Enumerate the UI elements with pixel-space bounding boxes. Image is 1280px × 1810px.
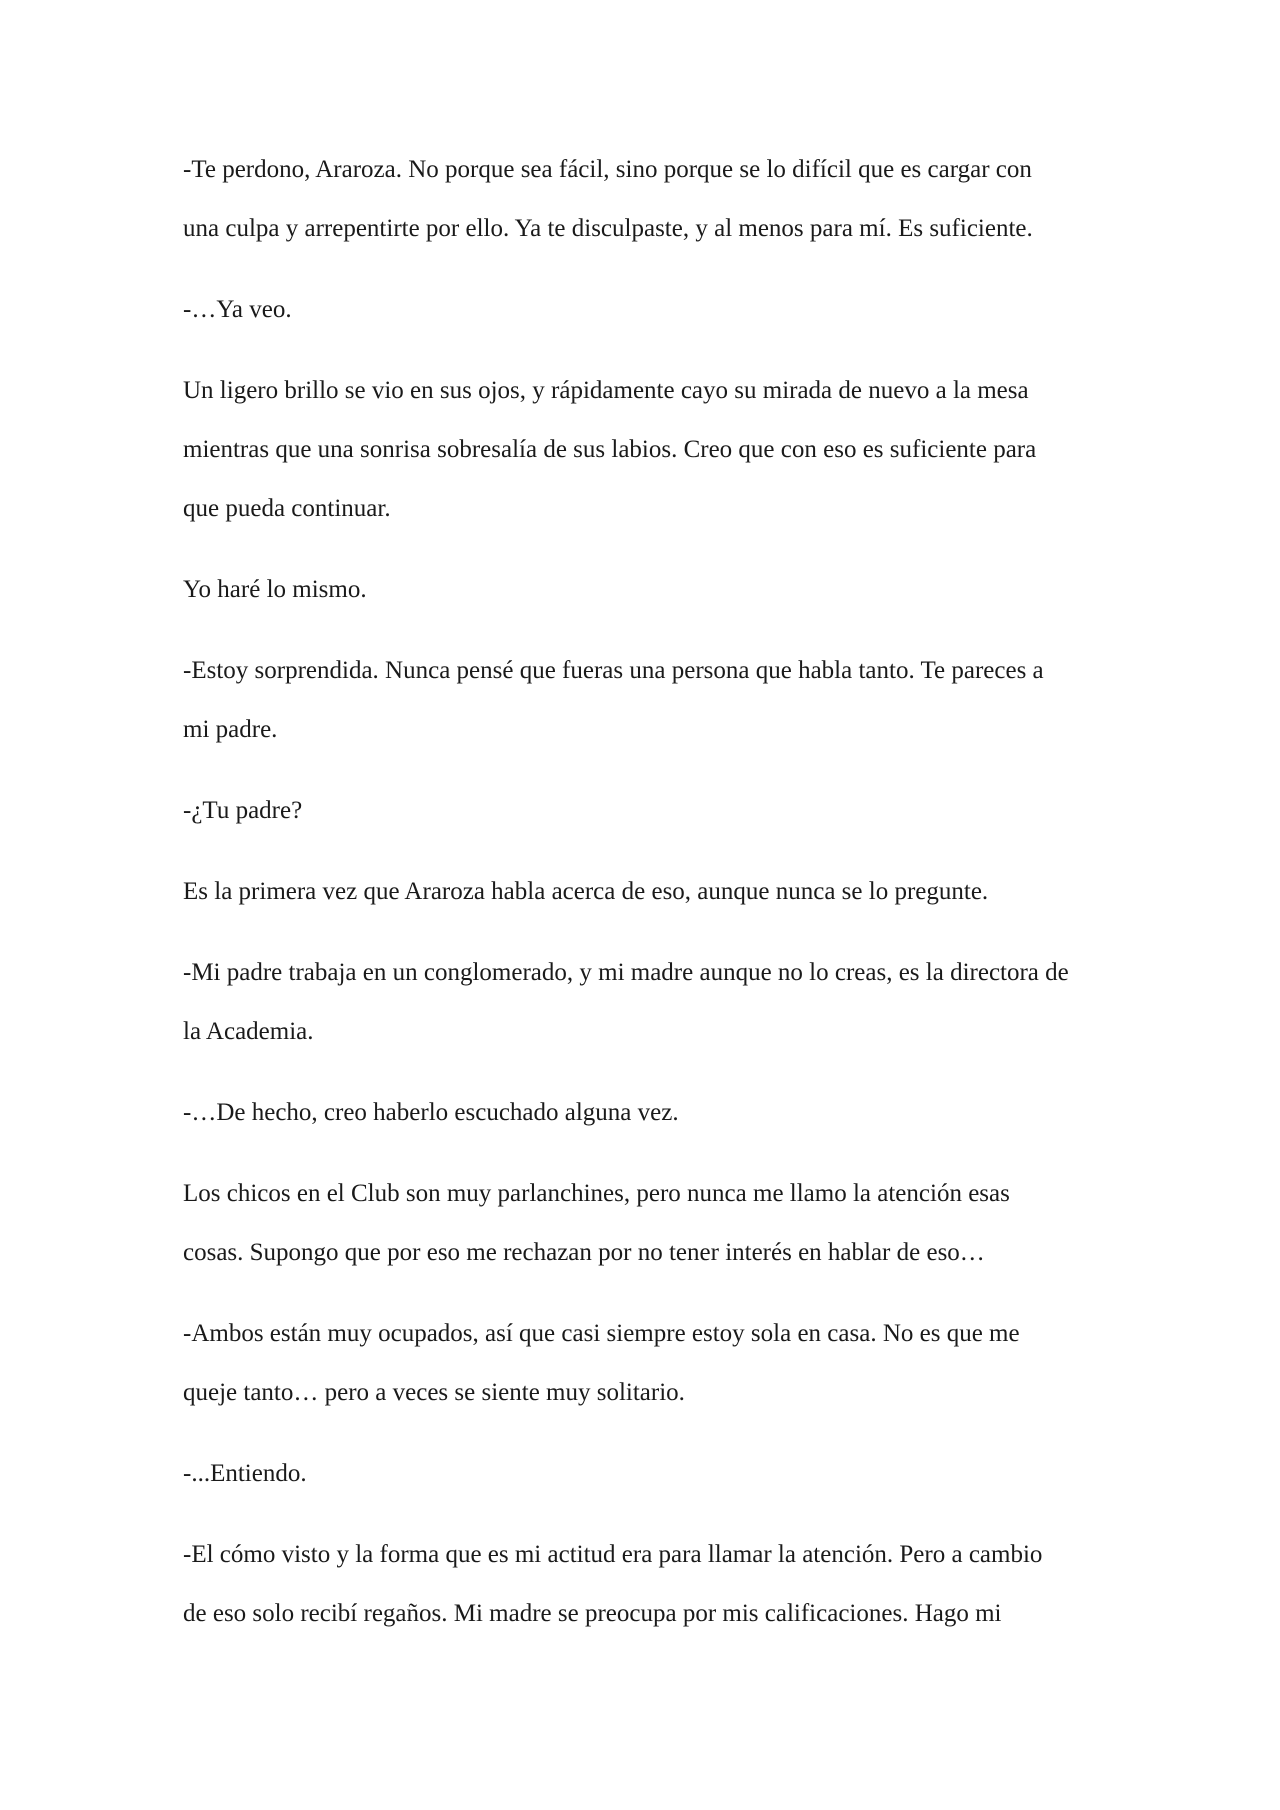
- text-line: mi padre.: [183, 716, 278, 743]
- text-line: Los chicos en el Club son muy parlanchines, pero nunca me llamo la atención esas: [183, 1180, 1010, 1207]
- paragraph: [183, 862, 1103, 921]
- text-line: -El cómo visto y la forma que es mi actitud era para llamar la atención. Pero a cambio: [183, 1541, 1043, 1568]
- text-line: Es la primera vez que Araroza habla acerca de eso, aunque nunca se lo pregunte.: [183, 878, 989, 905]
- text-line: -Estoy sorprendida. Nunca pensé que fueras una persona que habla tanto. Te pareces a: [183, 657, 1044, 684]
- text-line: -Ambos están muy ocupados, así que casi siempre estoy sola en casa. No es que me: [183, 1320, 1020, 1347]
- text-line: -…De hecho, creo haberlo escuchado alguna vez.: [183, 1099, 679, 1126]
- text-line: cosas. Supongo que por eso me rechazan por no tener interés en hablar de eso…: [183, 1239, 985, 1266]
- text-line: de eso solo recibí regaños. Mi madre se preocupa por mis calificaciones. Hago mi: [183, 1600, 1002, 1627]
- paragraph: [183, 1525, 1103, 1643]
- paragraph: [183, 560, 1103, 619]
- paragraph: [183, 781, 1103, 840]
- paragraph: [183, 280, 1103, 339]
- text-line: -¿Tu padre?: [183, 797, 303, 824]
- text-line: -...Entiendo.: [183, 1460, 307, 1487]
- text-line: queje tanto… pero a veces se siente muy solitario.: [183, 1379, 685, 1406]
- text-line: -Mi padre trabaja en un conglomerado, y mi madre aunque no lo creas, es la directora de: [183, 959, 1069, 986]
- text-line: mientras que una sonrisa sobresalía de sus labios. Creo que con eso es suficiente para: [183, 436, 1037, 463]
- paragraph: [183, 1083, 1103, 1142]
- body-text: [183, 140, 1103, 1665]
- text-line: -Te perdono, Araroza. No porque sea fácil, sino porque se lo difícil que es cargar con: [183, 156, 1032, 183]
- text-line: Un ligero brillo se vio en sus ojos, y rápidamente cayo su mirada de nuevo a la mesa: [183, 377, 1029, 404]
- paragraph: [183, 1164, 1103, 1282]
- paragraph: [183, 361, 1103, 538]
- paragraph: [183, 943, 1103, 1061]
- paragraph: [183, 641, 1103, 759]
- text-line: Yo haré lo mismo.: [183, 576, 367, 603]
- paragraph: [183, 1304, 1103, 1422]
- text-line: que pueda continuar.: [183, 495, 391, 522]
- text-line: la Academia.: [183, 1018, 314, 1045]
- paragraph: [183, 140, 1103, 258]
- text-line: una culpa y arrepentirte por ello. Ya te disculpaste, y al menos para mí. Es suficiente.: [183, 215, 1033, 242]
- paragraph: [183, 1444, 1103, 1503]
- text-line: -…Ya veo.: [183, 296, 292, 323]
